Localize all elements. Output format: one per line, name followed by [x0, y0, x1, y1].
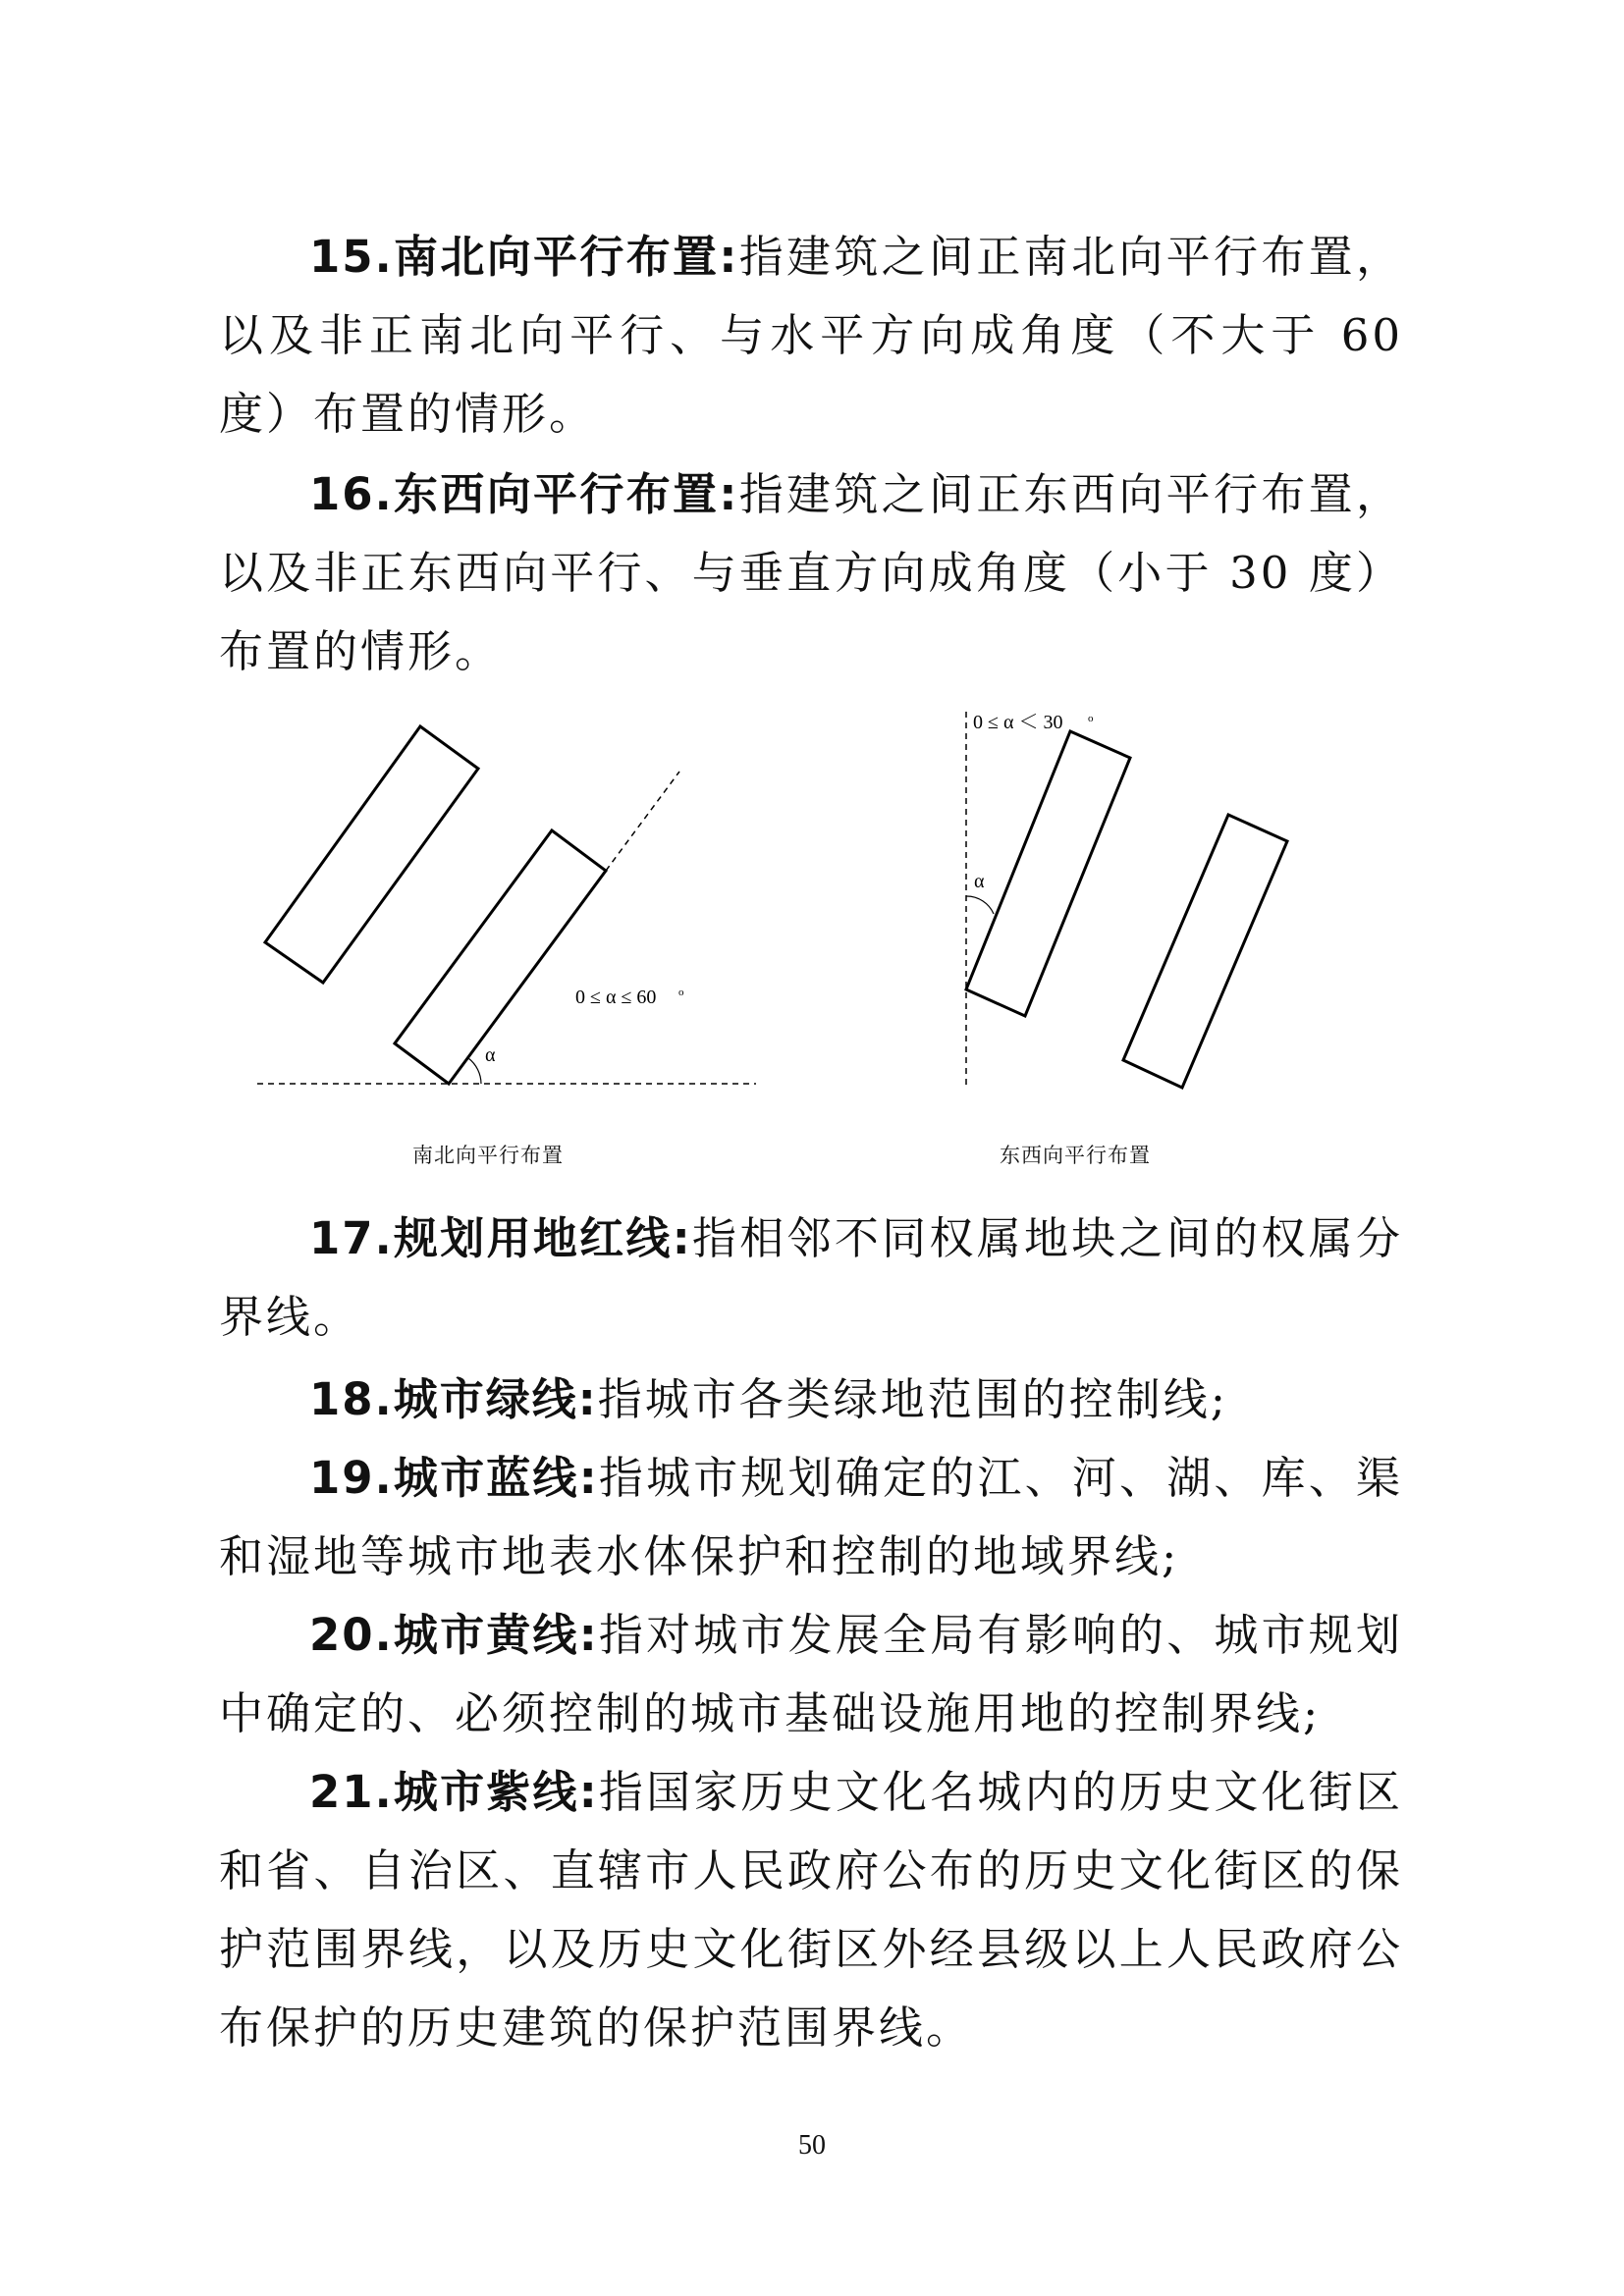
angle-range-label: 0 ≤ α ≤ 60	[575, 987, 657, 1008]
alpha-symbol: α	[974, 871, 985, 892]
definition-18-text: 指城市各类绿地范围的控制线;	[597, 1373, 1228, 1425]
angle-arc	[966, 896, 994, 914]
angle-arc	[468, 1058, 481, 1084]
term-18: 18.城市绿线:	[309, 1373, 598, 1425]
caption-north-south: 南北向平行布置	[412, 1144, 564, 1167]
term-16: 16.东西向平行布置:	[309, 468, 739, 520]
term-20: 20.城市黄线:	[309, 1609, 599, 1661]
definition-20-text: 指对城市发展全局有影响的、城市规划中确定的、必须控制的城市基础设施用地的控制界线;	[219, 1609, 1403, 1739]
definition-15	[219, 218, 1403, 454]
definition-17	[219, 1200, 1403, 1357]
figure-east-west	[943, 702, 1316, 1095]
definition-21-text: 指国家历史文化名城内的历史文化街区和省、自治区、直辖市人民政府公布的历史文化街区的保护范围界线，以及历史文化街区外经县级以上人民政府公布保护的历史建筑的保护范围界线。	[219, 1766, 1403, 2054]
degree-mark: o	[678, 987, 684, 998]
building-rect-1	[265, 726, 478, 983]
definition-21	[219, 1753, 1403, 2067]
alpha-symbol: α	[485, 1044, 496, 1066]
page-number: 50	[798, 2130, 826, 2161]
figure-north-south	[245, 707, 776, 1099]
definition-17-text: 指相邻不同权属地块之间的权属分界线。	[219, 1212, 1403, 1343]
definition-16-text: 指建筑之间正东西向平行布置，以及非正东西向平行、与垂直方向成角度（小于 30 度）布置的情形。	[219, 468, 1403, 677]
term-17: 17.规划用地红线:	[309, 1212, 692, 1264]
direction-line	[606, 772, 679, 871]
term-15: 15.南北向平行布置:	[309, 231, 739, 283]
term-19: 19.城市蓝线:	[309, 1452, 599, 1504]
term-21: 21.城市紫线:	[309, 1766, 599, 1818]
building-rect-2	[1123, 815, 1287, 1088]
definition-18	[219, 1361, 1403, 1439]
definition-19-text: 指城市规划确定的江、河、湖、库、渠和湿地等城市地表水体保护和控制的地域界线;	[219, 1452, 1403, 1582]
definition-20	[219, 1596, 1403, 1753]
building-rect-2	[395, 830, 606, 1084]
building-rect-1	[966, 731, 1130, 1016]
definition-19	[219, 1439, 1403, 1596]
definition-16	[219, 455, 1403, 691]
degree-mark: o	[1088, 713, 1094, 724]
caption-east-west: 东西向平行布置	[1000, 1144, 1151, 1167]
angle-range-label: 0 ≤ α ＜ 30	[973, 712, 1063, 733]
definition-15-text: 指建筑之间正南北向平行布置，以及非正南北向平行、与水平方向成角度（不大于 60 度）布置的情形。	[219, 231, 1403, 440]
